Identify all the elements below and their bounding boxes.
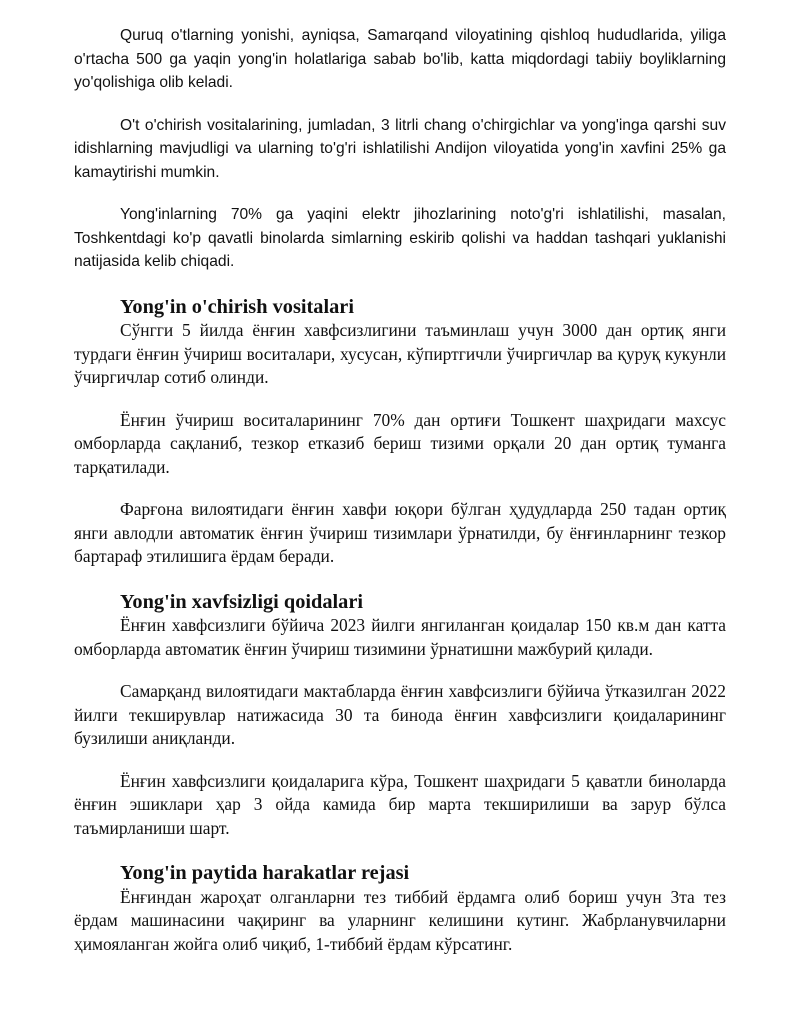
- section-paragraph: Сўнгги 5 йилда ёнғин хавфсизлигини таъминлаш учун 3000 дан ортиқ янги турдаги ёнғин ўчириш воситалари, хусусан, кўпиртгичли ўчиргичлар ва қуруқ кукунли ўчиргичлар сотиб олинди.: [74, 320, 726, 387]
- section-paragraph: Фарғона вилоятидаги ёнғин хавфи юқори бўлган ҳудудларда 250 тадан ортиқ янги авлодли автоматик ёнғин ўчириш тизимлари ўрнатилди, бу ёнғинларнинг тезкор бартараф этилишига ёрдам беради.: [74, 499, 726, 566]
- section-action-plan: [74, 862, 726, 956]
- document-page: [74, 24, 726, 975]
- section-heading: Yong'in paytida harakatlar rejasi: [120, 862, 410, 884]
- section-heading: Yong'in xavfsizligi qoidalari: [120, 590, 364, 613]
- section-paragraph: Ёнғин ўчириш воситаларининг 70% дан ортиғи Тошкент шаҳридаги махсус омборларда сақланиб, тезкор етказиб бериш тизими орқали 20 дан ортиқ туманга тарқатилади.: [74, 409, 726, 477]
- section-paragraph: Ёнғин хавфсизлиги қоидаларига кўра, Тошкент шаҳридаги 5 қаватли биноларда ёнғин эшиклари ҳар 3 ойда камида бир марта текширилиши ва зарур бўлса таъмирланиши шарт.: [74, 770, 726, 838]
- section-paragraph: Ёнғиндан жароҳат олганларни тез тиббий ёрдамга олиб бориш учун 3та тез ёрдам машинасини чақиринг ва уларнинг келишини кутинг. Жабрланувчиларни ҳимояланган жойга олиб чиқиб, 1-тиббий ёрдам кўрсатинг.: [74, 886, 726, 954]
- intro-paragraph: O't o'chirish vositalarining, jumladan, 3 litrli chang o'chirgichlar va yong'inga qarshi suv idishlarning mavjudligi va ularning to'g'ri ishlatilishi Andijon viloyatida yong'in xavfini 25% ga kamaytirishi mumkin.: [74, 116, 726, 181]
- intro-paragraph: Yong'inlarning 70% ga yaqini elektr jihozlarining noto'g'ri ishlatilishi, masalan, Toshkentdagi ko'p qavatli binolarda simlarning eskirib qolishi va haddan tashqari yuklanishi natijasida kelib chiqadi.: [74, 206, 726, 270]
- section-fire-extinguishing-tools: [74, 296, 726, 569]
- section-fire-safety-rules: [74, 591, 726, 841]
- section-heading: Yong'in o'chirish vositalari: [120, 295, 354, 318]
- section-paragraph: Ёнғин хавфсизлиги бўйича 2023 йилги янгиланган қоидалар 150 кв.м дан катта омборларда автоматик ёнғин ўчириш тизимини ўрнатишни мажбурий қилади.: [74, 615, 726, 659]
- intro-paragraph: Quruq o'tlarning yonishi, ayniqsa, Samarqand viloyatining qishloq hududlarida, yiliga o'rtacha 500 ga yaqin yong'in holatlariga sabab bo'lib, katta miqdordagi tabiiy boyliklarning yo'qolishiga olib keladi.: [74, 27, 726, 91]
- section-paragraph: Самарқанд вилоятидаги мактабларда ёнғин хавфсизлиги бўйича ўтказилган 2022 йилги текширувлар натижасида 30 та бинода ёнғин хавфсизлиги қоидаларининг бузилиши аниқланди.: [74, 681, 726, 748]
